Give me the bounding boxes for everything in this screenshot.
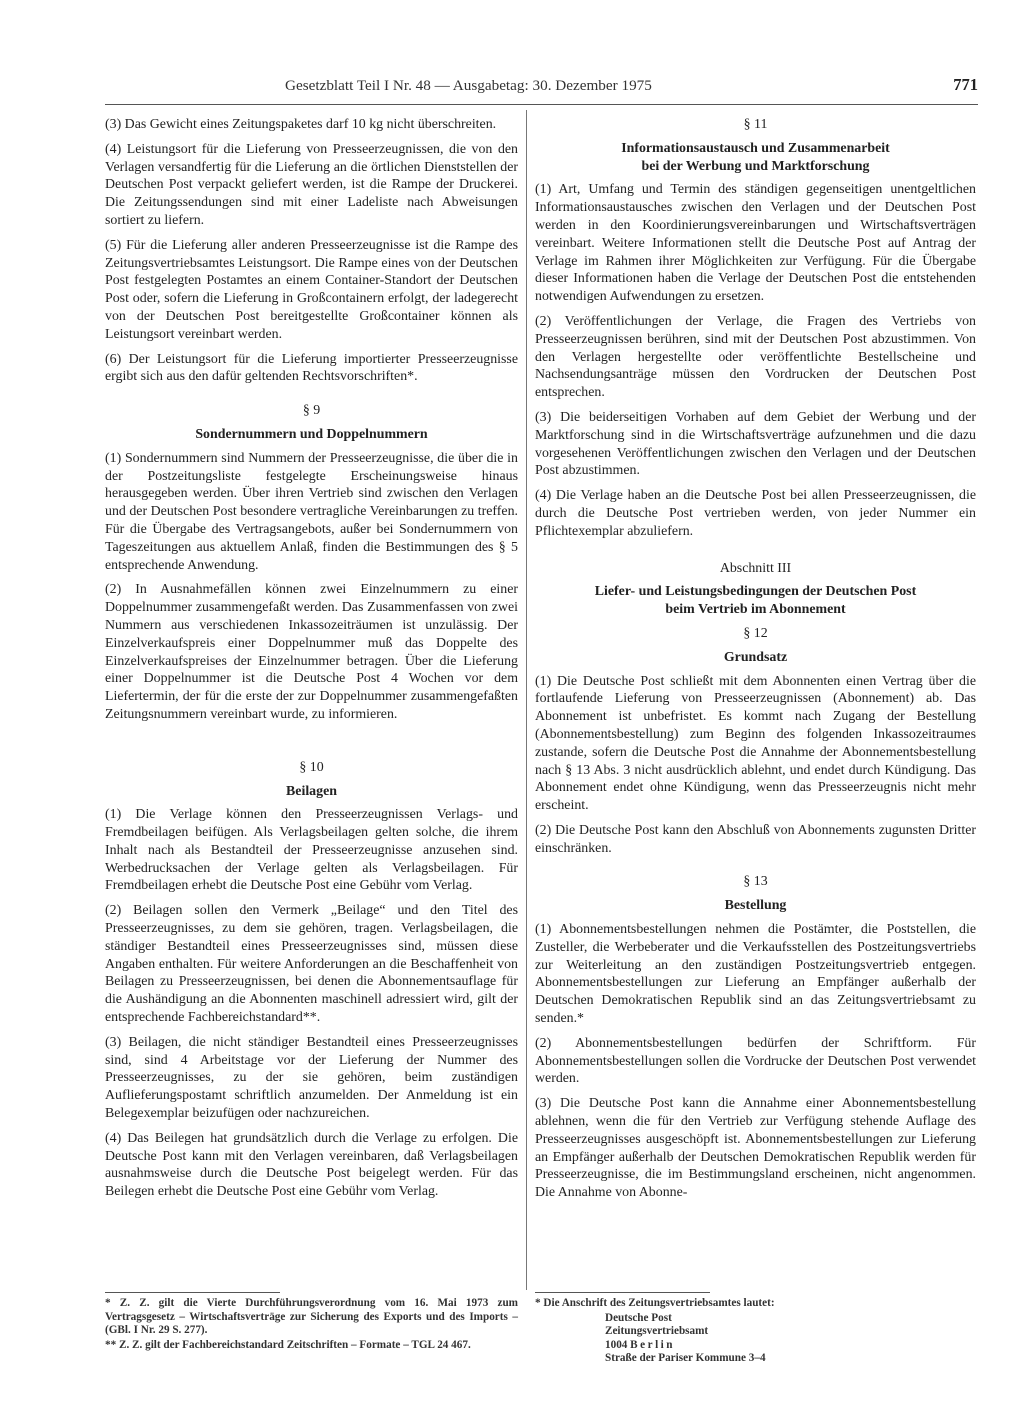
paragraph: (1) Sondernummern sind Nummern der Presseerzeugnisse, die über die in der Postzeitungsliste festgelegte Erscheinungsweise hinaus herausgegeben werden. Über ihren Vertrieb sind zwischen den Verlagen und der Deutschen Post besondere vertragliche Vereinbarungen zu treffen. Für die Übergabe des Vertragsangebots, außer bei Sondernummern von Tageszeitungen aus aktuellem Anlaß, finden die Bestimmungen des § 5 entsprechende Anwendung. <box>105 450 518 573</box>
city: Berlin <box>630 1338 676 1351</box>
paragraph: (2) In Ausnahmefällen können zwei Einzelnummern zu einer Doppelnummer zusammengefaßt werden. Das Zusammenfassen von zwei Nummern aus verschiedenen Inkassozeiträumen ist unzulässig. Der Einzelverkaufspreis einer Doppelnummer muß das Doppelte des Einzelverkaufspreises der Einzelnummer betragen. Über die Lieferung einer Doppelnummer ist die Deutsche Post 4 Wochen vor dem Liefertermin, der für die erste der zur Doppelnummer zusammengefaßten Zeitungsnummern vereinbart wurde, zu informieren. <box>105 582 518 722</box>
footnote-rule <box>535 1292 710 1293</box>
footnote: * Z. Z. gilt die Vierte Durchführungsverordnung vom 16. Mai 1973 zum Vertragsgesetz – Wirtschaftsverträge zur Sicherung des Exports und des Imports – (GBl. I Nr. 29 S. 277). <box>105 1297 518 1336</box>
section-title: Bestellung <box>724 898 787 914</box>
paragraph: (1) Die Verlage können den Presseerzeugnissen Verlags- und Fremdbeilagen beifügen. Als Verlagsbeilagen gelten solche, die ihrem Inhalt nach als Bestandteil der Presseerzeugnisse anzusehen sind. Werbedrucksachen der Verlage gelten als Verlagsbeilagen. Für Fremdbeilagen erhebt die Deutsche Post eine Gebühr vom Verlag. <box>105 807 518 894</box>
section-title: Beilagen <box>286 783 337 799</box>
section-sign: § 9 <box>302 403 321 419</box>
section-title: Grundsatz <box>723 649 788 665</box>
postal-code: 1004 <box>605 1338 628 1351</box>
paragraph: (2) Beilagen sollen den Vermerk „Beilage“ und den Titel des Presseerzeugnisses, zu dem sie gehören, tragen. Verlagsbeilagen, die ständiger Bestandteil eines Presseerzeugnisses sind, müssen diese Angaben enthalten. Für weitere Anforderungen an die Beschaffenheit von Beilagen zu Presseerzeugnissen, bei denen die Abonnementsauflage für die Aushändigung an die Abonnenten maschinell adressiert wird, gilt der entsprechende Fachbereichstandard**. <box>105 903 518 1026</box>
section-sign: § 12 <box>743 625 768 641</box>
paragraph: (5) Für die Lieferung aller anderen Presseerzeugnisse ist die Rampe des Zeitungsvertriebsamtes Leistungsort. Die Rampe eines von der Deutschen Post festgelegten Postamtes an einem Container-Standort der Deutschen Post oder, sofern die Lieferung in Großcontainern erfolgt, der ladegerecht von der Deutschen Post bereitgestellte Großcontainer können als Leistungsort vereinbart werden. <box>105 237 518 342</box>
paragraph: (3) Beilagen, die nicht ständiger Bestandteil eines Presseerzeugnisses sind, sind 4 Arbeitstage vor der Lieferung der Nummer des Presseerzeugnisses, zu der sie gehören, beim zuständigen Auflieferungspostamt schriftlich anzumelden. Der Anmeldung ist ein Belegexemplar beizufügen oder nachzureichen. <box>105 1034 518 1122</box>
chapter-label: Abschnitt III <box>719 560 792 576</box>
paragraph: (2) Veröffentlichungen der Verlage, die Fragen des Vertriebs von Presseerzeugnissen berühren, sind mit der Deutschen Post abzustimmen. Von den Verlagen hergestellte oder veröffentlichte Bestellscheine und Nachsendungsanträge müssen den Vordrucken der Deutschen Post entsprechen. <box>535 313 976 401</box>
paragraph: (4) Das Beilegen hat grundsätzlich durch die Verlage zu erfolgen. Die Deutsche Post kann mit den Verlagen vereinbaren, daß Verlagsbeilagen ausnahmsweise durch die Deutsche Post beigelegt werden. Für das Beilegen erhebt die Deutsche Post eine Gebühr vom Verlag. <box>105 1130 518 1200</box>
right-column <box>535 116 976 1209</box>
chapter-title: Liefer- und Leistungsbedingungen der Deutschen Post <box>594 584 917 600</box>
footnote: ** Z. Z. gilt der Fachbereichstandard Zeitschriften – Formate – TGL 24 467. <box>105 1338 471 1351</box>
paragraph: (1) Art, Umfang und Termin des ständigen gegenseitigen unentgeltlichen Informationsaustausches zwischen den Verlagen und der Deutschen Post werden in den Koordinierungsvereinbarungen und Wirtschaftsverträgen vereinbart. Weitere Informationen stellt die Deutsche Post auf Antrag der Verlage im Rahmen ihrer Möglichkeiten zur Verfügung. Für die Übergabe dieser Informationen haben die Verlage der Deutschen Post die entstehenden notwendigen Aufwendungen zu ersetzen. <box>535 182 976 305</box>
chapter-title: beim Vertrieb im Abonnement <box>665 602 846 618</box>
paragraph: (4) Die Verlage haben an die Deutsche Post bei allen Presseerzeugnissen, die durch die Deutsche Post vertrieben werden, von jeder Nummer ein Pflichtexemplar abzuliefern. <box>535 488 976 539</box>
section-sign: § 11 <box>743 117 768 132</box>
address-line: Deutsche Post <box>605 1311 672 1324</box>
section-sign: § 13 <box>743 874 768 890</box>
footnote: * Die Anschrift des Zeitungsvertriebsamtes lautet: <box>535 1297 775 1309</box>
paragraph: (1) Abonnementsbestellungen nehmen die Postämter, die Poststellen, die Zusteller, die Werbeberater und die Verkaufsstellen des Postzeitungsvertriebs zur Weiterleitung an den zuständigen Postzeitungsvertrieb entgegen. Abonnementsbestellungen zur Lieferung an Empfänger außerhalb der Deutschen Demokratischen Republik sind an das Zeitungsvertriebsamt zu senden.* <box>535 922 976 1027</box>
section-title: bei der Werbung und Marktforschung <box>641 158 870 174</box>
section-title: Sondernummern und Doppelnummern <box>195 426 428 442</box>
paragraph: (3) Das Gewicht eines Zeitungspaketes darf 10 kg nicht überschreiten. <box>105 117 497 132</box>
paragraph: (1) Die Deutsche Post schließt mit dem Abonnenten einen Vertrag über die fortlaufende Lieferung von Presseerzeugnissen (Abonnement) ab. Das Abonnement ist unbefristet. Es kommt nach Zugang der Bestellung (Abonnementsbestellung) zum Beginn des folgenden Inkassozeitraumes zustande, sofern die Deutsche Post die Annahme der Abonnementsbestellung nach § 13 Abs. 3 nicht ausdrücklich ablehnt, und endet durch Kündigung. Das Abonnement endet ohne Kündigung, wenn das Presseerzeugnis nicht mehr erscheint. <box>535 673 976 814</box>
footnotes-left <box>105 1292 518 1353</box>
footnote-rule <box>105 1292 280 1293</box>
address-line <box>535 1339 976 1353</box>
header-title: Gesetzblatt Teil I Nr. 48 — Ausgabetag: 30. Dezember 1975 <box>285 77 652 94</box>
section-sign: § 10 <box>299 759 324 775</box>
address-line: Zeitungsvertriebsamt <box>605 1325 709 1337</box>
paragraph: (3) Die beiderseitigen Vorhaben auf dem Gebiet der Werbung und der Marktforschung sind in die Wirtschaftsverträge aufzunehmen und die dazu vorgesehenen Veröffentlichungen zwischen den Verlagen und der Deutschen Post abzustimmen. <box>535 409 976 479</box>
paragraph: (6) Der Leistungsort für die Lieferung importierter Presseerzeugnisse ergibt sich aus den dafür geltenden Rechtsvorschriften*. <box>105 351 518 385</box>
page-header <box>105 76 978 105</box>
address-line: Straße der Pariser Kommune 3–4 <box>605 1352 766 1364</box>
paragraph: (2) Abonnementsbestellungen bedürfen der Schriftform. Für Abonnementsbestellungen sollen die Vordrucke der Deutschen Post verwendet werden. <box>535 1035 976 1087</box>
column-divider <box>526 110 527 1290</box>
paragraph: (4) Leistungsort für die Lieferung von Presseerzeugnissen, die von den Verlagen versandfertig für die Lieferung an die örtlichen Dienststellen der Deutschen Post verpackt geliefert werden, ist die Rampe der Druckerei. Die Zeitungssendungen sind mit einer Ladeliste nach Abweisungen sortiert zu liefern. <box>105 141 518 228</box>
paragraph: (2) Die Deutsche Post kann den Abschluß von Abonnements zugunsten Dritter einschränken. <box>535 822 976 856</box>
left-column <box>105 116 518 1208</box>
footnotes-right <box>535 1292 976 1366</box>
page-number: 771 <box>953 75 978 94</box>
section-title: Informationsaustausch und Zusammenarbeit <box>621 140 890 156</box>
paragraph: (3) Die Deutsche Post kann die Annahme einer Abonnementsbestellung ablehnen, wenn die für den Vertrieb zur Verfügung stehende Auflage des Presseerzeugnisses ausgeschöpft ist. Abonnementsbestellungen zur Lieferung an Empfänger außerhalb der Deutschen Demokratischen Republik werden für Presseerzeugnisse, die im Bestimmungsland erscheinen, nicht angenommen. Die Annahme von Abonne- <box>535 1096 976 1201</box>
